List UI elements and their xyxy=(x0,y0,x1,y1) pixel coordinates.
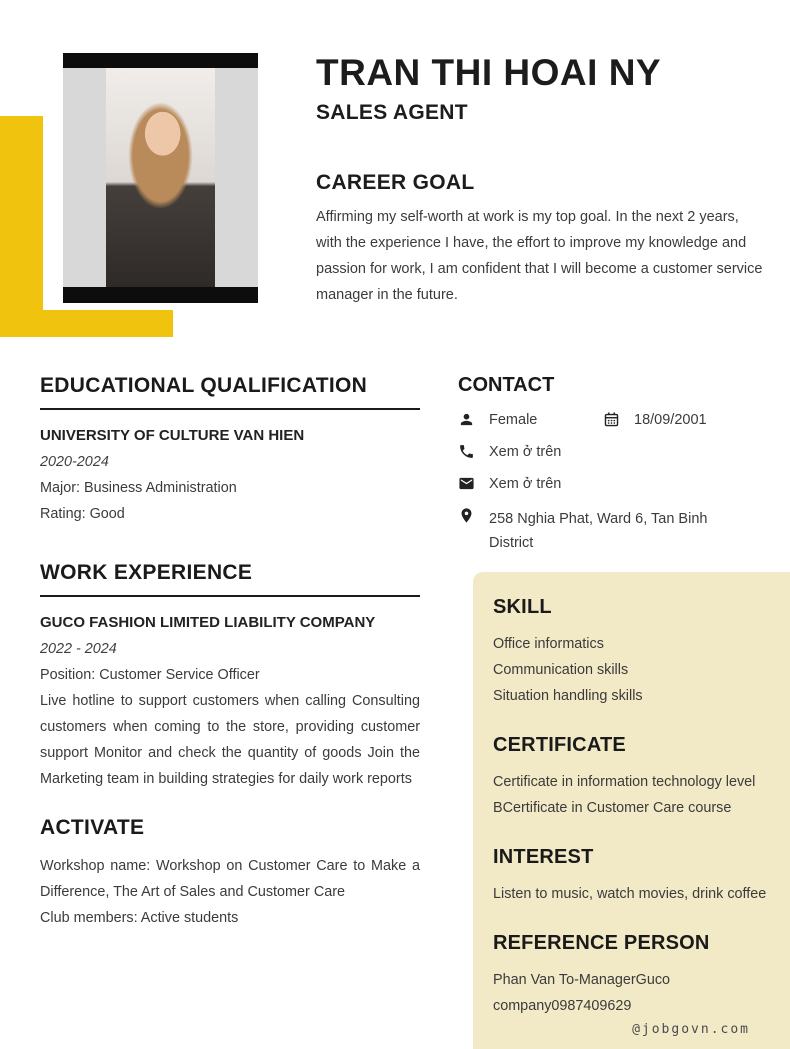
contact-row-email xyxy=(458,475,783,493)
work-description-line: support Monitor and check the quantity of goods Join the xyxy=(40,745,420,761)
contact-section xyxy=(458,374,783,569)
career-goal-line: with the experience I have, the effort to improve my knowledge and xyxy=(316,235,747,251)
education-heading: EDUCATIONAL QUALIFICATION xyxy=(40,374,420,410)
job-title: SALES AGENT xyxy=(316,101,468,124)
reference-line: Phan Van To-ManagerGuco xyxy=(493,972,671,988)
career-goal-text xyxy=(316,204,776,308)
certificate-item: BCertificate in Customer Care course xyxy=(493,800,732,816)
interest-section xyxy=(493,846,770,907)
education-rating: Rating: Good xyxy=(40,506,125,522)
activate-club: Club members: Active students xyxy=(40,910,239,926)
contact-heading: CONTACT xyxy=(458,374,555,396)
certificate-section xyxy=(493,734,770,821)
portrait-image xyxy=(106,68,215,287)
phone-icon xyxy=(458,443,475,460)
work-years: 2022 - 2024 xyxy=(40,641,117,657)
education-section xyxy=(40,423,420,527)
certificate-heading: CERTIFICATE xyxy=(493,734,626,756)
activate-workshop-line: Workshop name: Workshop on Customer Care to Make a xyxy=(40,858,420,874)
work-heading: WORK EXPERIENCE xyxy=(40,561,420,597)
education-years: 2020-2024 xyxy=(40,454,109,470)
contact-row-gender-birthday xyxy=(458,411,783,429)
skill-item: Situation handling skills xyxy=(493,688,643,704)
education-school: UNIVERSITY OF CULTURE VAN HIEN xyxy=(40,427,305,444)
skill-heading: SKILL xyxy=(493,596,552,618)
certificate-item: Certificate in information technology level xyxy=(493,774,756,790)
contact-address: 258 Nghia Phat, Ward 6, Tan Binh District xyxy=(489,511,708,551)
person-icon xyxy=(458,411,475,428)
contact-gender: Female xyxy=(489,412,538,428)
skill-item: Communication skills xyxy=(493,662,629,678)
photo-frame-right xyxy=(215,68,258,287)
calendar-icon xyxy=(603,411,620,428)
email-icon xyxy=(458,475,475,492)
contact-email: Xem ở trên xyxy=(489,476,562,492)
education-major: Major: Business Administration xyxy=(40,480,237,496)
work-description-line: Marketing team in building strategies for daily work reports xyxy=(40,771,412,787)
reference-line: company0987409629 xyxy=(493,998,632,1014)
activate-heading: ACTIVATE xyxy=(40,816,145,839)
work-position: Position: Customer Service Officer xyxy=(40,667,260,683)
profile-photo xyxy=(63,53,258,303)
reference-heading: REFERENCE PERSON xyxy=(493,932,710,954)
work-section xyxy=(40,610,420,792)
photo-frame-top xyxy=(63,53,258,68)
activate-section xyxy=(40,853,420,931)
work-description-line: customers when coming to the store, providing customer xyxy=(40,719,420,735)
interest-heading: INTEREST xyxy=(493,846,594,868)
work-company: GUCO FASHION LIMITED LIABILITY COMPANY xyxy=(40,614,376,631)
skill-section xyxy=(493,596,770,709)
contact-birthday: 18/09/2001 xyxy=(634,412,707,428)
info-panel xyxy=(473,572,790,1049)
location-icon xyxy=(458,507,475,524)
skill-item: Office informatics xyxy=(493,636,604,652)
watermark: @jobgovn.com xyxy=(632,1022,750,1037)
contact-row-address xyxy=(458,507,783,555)
contact-phone: Xem ở trên xyxy=(489,444,562,460)
interest-item: Listen to music, watch movies, drink coffee xyxy=(493,886,767,902)
contact-row-phone xyxy=(458,443,783,461)
activate-workshop-line: Difference, The Art of Sales and Customer Care xyxy=(40,884,346,900)
yellow-accent-vertical xyxy=(0,116,43,337)
career-goal-line: passion for work, I am confident that I will become a customer service xyxy=(316,261,763,277)
photo-frame-bottom xyxy=(63,287,258,303)
career-goal-line: manager in the future. xyxy=(316,287,458,303)
career-goal-heading: CAREER GOAL xyxy=(316,171,475,194)
reference-section xyxy=(493,932,770,1019)
yellow-accent-foot xyxy=(0,310,173,337)
career-goal-line: Affirming my self-worth at work is my top goal. In the next 2 years, xyxy=(316,209,739,225)
work-description-line: Live hotline to support customers when calling Consulting xyxy=(40,693,420,709)
left-column xyxy=(40,374,420,931)
photo-frame-left xyxy=(63,68,106,287)
candidate-name: TRAN THI HOAI NY xyxy=(316,52,662,93)
